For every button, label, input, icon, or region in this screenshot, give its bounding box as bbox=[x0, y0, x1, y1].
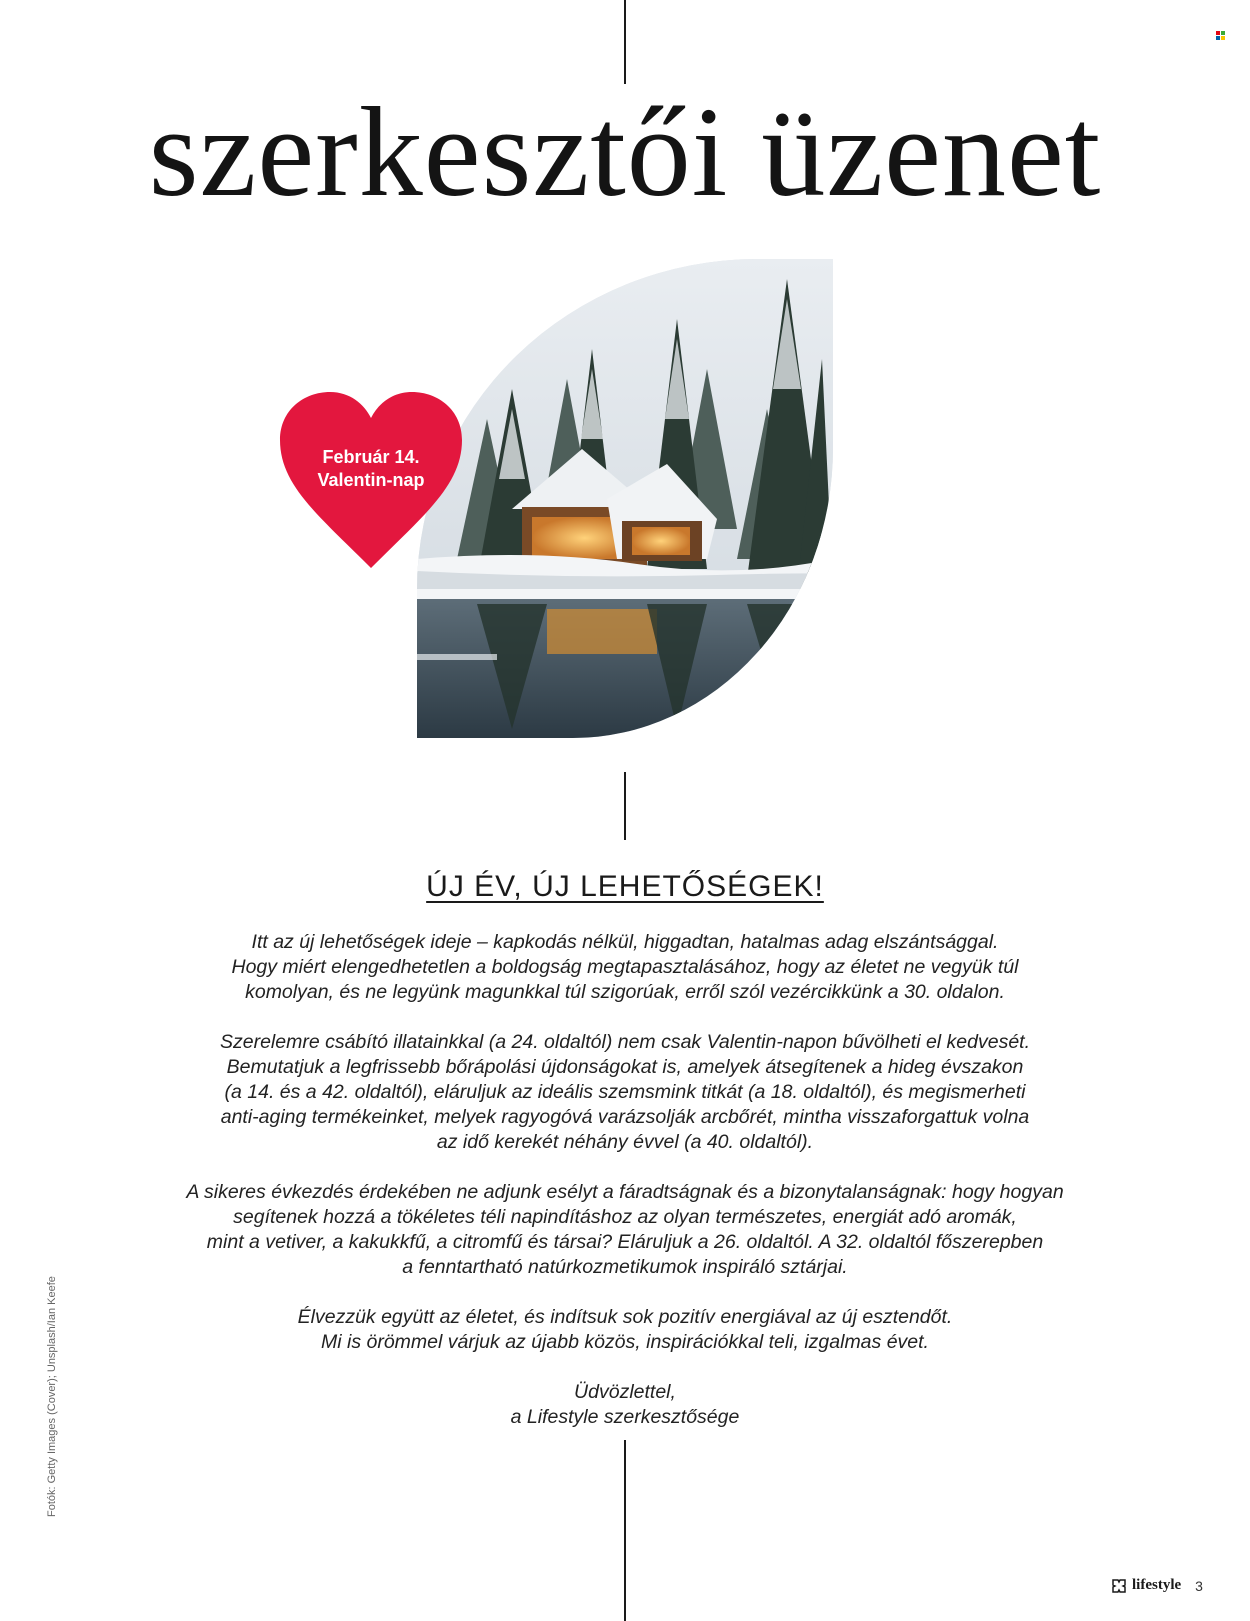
text-line: Mi is örömmel várjuk az újabb közös, inspirációkkal teli, izgalmas évet. bbox=[321, 1331, 929, 1353]
text-line: Bemutatjuk a legfrissebb bőrápolási újdonságokat is, amelyek átsegítenek a hideg évszakon bbox=[226, 1056, 1024, 1078]
badge-date: Február 14. bbox=[322, 447, 420, 467]
color-squares-icon bbox=[1216, 31, 1225, 40]
brand-name: lifestyle bbox=[1132, 1577, 1182, 1593]
badge-text bbox=[278, 446, 464, 492]
text-line: Itt az új lehetőségek ideje – kapkodás nélkül, higgadtan, hatalmas adag elszántsággal. bbox=[251, 931, 999, 953]
signature bbox=[120, 1380, 1130, 1430]
text-line: (a 14. és a 42. oldaltól), eláruljuk az ideális szemsmink titkát (a 18. oldaltól), és megismerheti bbox=[224, 1081, 1026, 1103]
paragraph-4 bbox=[120, 1305, 1130, 1355]
cabin-photo bbox=[417, 259, 833, 738]
text-line: anti-aging termékeinket, melyek ragyogóvá varázsolják arcbőrét, mintha visszaforgattuk volna bbox=[220, 1106, 1030, 1128]
winter-cabin-image bbox=[417, 259, 833, 738]
text-line: Hogy miért elengedhetetlen a boldogság megtapasztalásához, hogy az életet ne vegyük túl bbox=[231, 956, 1019, 978]
text-line: Szerelemre csábító illatainkkal (a 24. oldaltól) nem csak Valentin-napon bűvölheti el kedvesét. bbox=[219, 1031, 1031, 1053]
text-line: komolyan, és ne legyünk magunkkal túl szigorúak, erről szól vezércikkünk a 30. oldalon. bbox=[245, 981, 1005, 1003]
divider-line-middle bbox=[624, 772, 626, 840]
photo-credit: Fotók: Getty Images (Cover); Unsplash/Ian Keefe bbox=[46, 1276, 58, 1517]
paragraph-1 bbox=[120, 930, 1130, 1005]
paragraph-2 bbox=[120, 1030, 1130, 1155]
badge-label: Valentin-nap bbox=[317, 470, 425, 490]
text-line: Élvezzük együtt az életet, és indítsuk sok pozitív energiával az új esztendőt. bbox=[297, 1306, 953, 1328]
page-number: 3 bbox=[1195, 1577, 1203, 1594]
text-line: segítenek hozzá a tökéletes téli napindításhoz az olyan természetes, energiát adó aromák, bbox=[233, 1206, 1017, 1228]
text-line: mint a vetiver, a kakukkfű, a citromfű és társai? Eláruljuk a 26. oldaltól. A 32. oldaltól főszerepben bbox=[206, 1231, 1044, 1253]
headline-text: ÚJ ÉV, ÚJ LEHETŐSÉGEK! bbox=[426, 870, 824, 903]
page-title: szerkesztői üzenet bbox=[148, 81, 1102, 223]
editorial-body bbox=[120, 930, 1130, 1455]
lifestyle-logo-icon bbox=[1112, 1579, 1126, 1593]
divider-line-top bbox=[624, 0, 626, 84]
headline bbox=[0, 870, 1250, 904]
greeting: Üdvözlettel, bbox=[574, 1381, 676, 1403]
text-line: az idő kerekét néhány évvel (a 40. oldaltól). bbox=[436, 1131, 814, 1153]
paragraph-3 bbox=[120, 1180, 1130, 1280]
page-footer bbox=[1112, 1577, 1203, 1594]
text-line: a fenntartható natúrkozmetikumok inspiráló sztárjai. bbox=[402, 1256, 848, 1278]
valentine-heart-badge bbox=[278, 390, 464, 570]
text-line: A sikeres évkezdés érdekében ne adjunk esélyt a fáradtságnak és a bizonytalanságnak: hogy hogyan bbox=[186, 1181, 1064, 1203]
signer: a Lifestyle szerkesztősége bbox=[510, 1406, 740, 1428]
divider-line-bottom bbox=[624, 1440, 626, 1621]
